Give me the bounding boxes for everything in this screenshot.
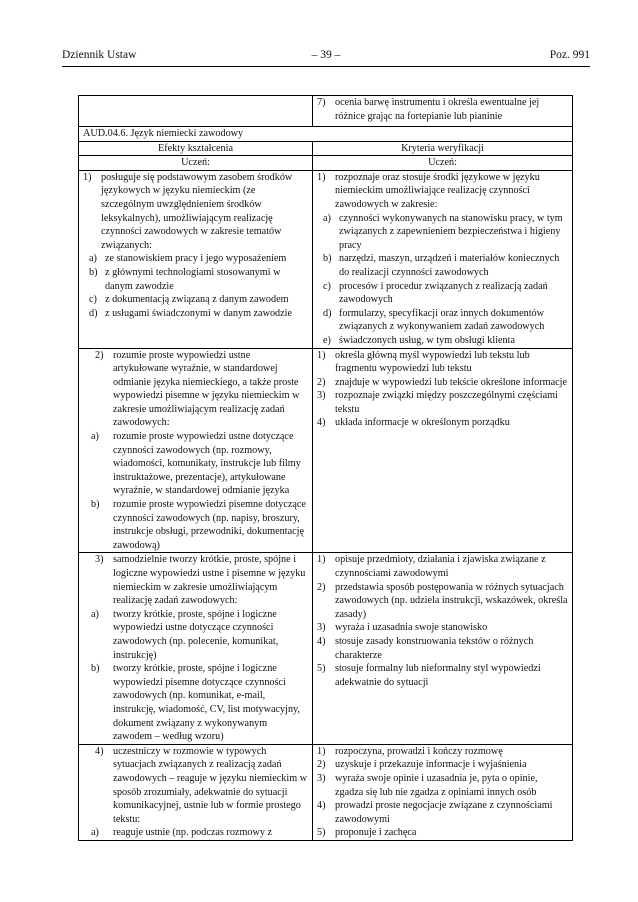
page-number: – 39 –: [311, 49, 341, 61]
item-number: 4): [317, 635, 326, 647]
sub-number: e): [323, 334, 331, 346]
column-subheader-row: [79, 156, 573, 171]
sub-text: z dokumentacją związaną z danym zawodem: [105, 294, 289, 306]
item-number: 4): [317, 800, 326, 812]
sub-item: [317, 212, 568, 253]
sub-text: procesów i procedur związanych z realizacją zadań zawodowych: [339, 280, 548, 306]
sub-number: c): [323, 280, 331, 292]
list-item: [317, 799, 568, 826]
item-number: 1): [317, 171, 326, 183]
table-row: [79, 553, 573, 744]
list-item: [317, 745, 568, 759]
sub-item: [83, 826, 308, 840]
item-text: znajduje w wypowiedzi lub tekście określone informacje: [335, 376, 567, 388]
sub-item: [83, 266, 308, 293]
sub-text: czynności wykonywanych na stanowisku pracy, w tym związanych z zapewnieniem bezpieczeństwa i higieny pracy: [339, 212, 563, 251]
item-text: wyraża i uzasadnia swoje stanowisko: [335, 622, 488, 634]
item-number: 2): [317, 581, 326, 593]
item-number: 3): [317, 390, 326, 402]
sub-number: c): [89, 294, 97, 306]
item-number: 4): [317, 417, 326, 429]
sub-item: [317, 280, 568, 307]
column-header-row: [79, 141, 573, 156]
list-item: [83, 553, 308, 607]
list-item: [83, 349, 308, 431]
sub-item: [83, 252, 308, 266]
item-text: prowadzi proste negocjacje związane z czynnościami zawodowymi: [335, 800, 553, 825]
list-item: [317, 171, 568, 212]
item-number: 3): [317, 772, 326, 784]
list-item: [83, 171, 308, 253]
sub-item: [317, 252, 568, 279]
journal-name: Dziennik Ustaw: [62, 49, 137, 61]
item-number: 2): [95, 349, 104, 361]
item-text: stosuje zasady konstruowania tekstów o różnych charakterze: [335, 635, 534, 661]
criteria-cell: [313, 553, 573, 744]
effects-cell: [79, 170, 313, 348]
sub-item: [317, 334, 568, 348]
item-text: samodzielnie tworzy krótkie, proste, spójne i logiczne wypowiedzi ustne i pisemne w języku niemieckim w zakresie umożliwiającym realizację zadań zawodowych:: [113, 554, 306, 607]
item-text: ocenia barwę instrumentu i określa ewentualne jej różnice grając na fortepianie lub pianinie: [335, 97, 540, 122]
list-item: [317, 96, 568, 123]
sub-text: tworzy krótkie, proste, spójne i logiczne wypowiedzi ustne dotyczące czynności zawodowych (np. polecenie, komunikat, instrukcję): [113, 608, 279, 661]
sub-text: rozumie proste wypowiedzi pisemne dotyczące czynności zawodowych (np. napisy, broszury, instrukcje obsługi, przewodniki, dokumentację zawodową): [113, 499, 306, 551]
item-text: posługuje się podstawowym zasobem środków językowych w języku niemieckim (ze szczególnym uwzględnieniem środków leksykalnych), umożliwiającym realizację czynności zawodowych w zakresie tematów związanych:: [101, 171, 293, 251]
sub-text: rozumie proste wypowiedzi ustne dotyczące czynności zawodowych (np. rozmowy, wiadomości, komunikaty, instrukcje lub filmy instruktażowe, prezentacje), artykułowane wyraźnie, w standardowej odmianie języka: [113, 431, 301, 497]
effects-cell: [79, 744, 313, 840]
list-item: [83, 745, 308, 827]
sub-number: a): [91, 431, 99, 443]
item-text: rozpoczyna, prowadzi i kończy rozmowę: [335, 745, 503, 757]
sub-number: b): [323, 253, 332, 265]
list-item: [317, 772, 568, 799]
criteria-cell: [313, 744, 573, 840]
sub-text: tworzy krótkie, proste, spójne i logiczne wypowiedzi pisemne dotyczące czynności zawodowych (np. komunikat, e-mail, instrukcję, wiadomość, CV, list motywacyjny, dokument związany z wykonywanym zawodem – według wzoru): [113, 663, 301, 743]
sub-number: a): [91, 608, 99, 620]
sub-text: ze stanowiskiem pracy i jego wyposażeniem: [105, 253, 287, 265]
item-text: wyraża swoje opinie i uzasadnia je, pyta o opinie, zgadza się lub nie zgadza z opiniami innych osób: [335, 772, 538, 798]
sub-item: [83, 430, 308, 498]
list-item: [317, 662, 568, 689]
list-item: [317, 758, 568, 772]
item-number: 1): [317, 349, 326, 361]
list-item: [317, 635, 568, 662]
item-number: 1): [317, 554, 326, 566]
list-item: [317, 621, 568, 635]
sub-item: [83, 608, 308, 662]
effects-cell: [79, 348, 313, 553]
item-text: rozumie proste wypowiedzi ustne artykułowane wyraźnie, w standardowej odmianie języka niemieckiego, a także proste wypowiedzi pisemne w języku niemieckim w zakresie umożliwiającym realizację zadań zawodowych:: [113, 349, 300, 429]
sub-text: reaguje ustnie (np. podczas rozmowy z: [113, 827, 272, 839]
sub-item: [83, 307, 308, 321]
table-row: [79, 744, 573, 840]
sub-number: d): [323, 307, 332, 319]
item-text: uzyskuje i przekazuje informacje i wyjaśnienia: [335, 759, 527, 771]
sub-number: b): [89, 266, 98, 278]
sub-number: a): [323, 212, 331, 224]
list-item: [317, 581, 568, 622]
curriculum-table: [78, 95, 573, 841]
list-item: [317, 553, 568, 580]
col-subheader-effects: Uczeń:: [79, 156, 313, 171]
sub-text: narzędzi, maszyn, urządzeń i materiałów koniecznych do realizacji czynności zawodowych: [339, 253, 560, 278]
sub-number: a): [89, 253, 97, 265]
criteria-cell: [313, 348, 573, 553]
sub-number: b): [91, 663, 100, 675]
item-text: rozpoznaje związki między poszczególnymi częściami tekstu: [335, 390, 558, 415]
section-title-row: [79, 127, 573, 142]
page-header: [62, 49, 590, 65]
item-text: przedstawia sposób postępowania w różnych sytuacjach zawodowych (np. udziela instrukcji, wskazówek, określa zasady): [335, 581, 568, 620]
item-number: 4): [95, 745, 104, 757]
sub-text: z usługami świadczonymi w danym zawodzie: [105, 307, 293, 319]
item-text: układa informacje w określonym porządku: [335, 417, 510, 429]
sub-number: a): [91, 827, 99, 839]
sub-text: z głównymi technologiami stosowanymi w danym zawodzie: [105, 266, 281, 292]
item-number: 5): [317, 663, 326, 675]
sub-item: [83, 498, 308, 552]
sub-item: [83, 293, 308, 307]
item-text: rozpoznaje oraz stosuje środki językowe w języku niemieckim umożliwiające realizację czynności zawodowych w zakresie:: [335, 171, 540, 210]
table-row: [79, 348, 573, 553]
list-item: [317, 349, 568, 376]
item-number: 1): [83, 171, 92, 183]
item-text: proponuje i zachęca: [335, 827, 417, 839]
item-text: określa główną myśl wypowiedzi lub tekstu lub fragmentu wypowiedzi lub tekstu: [335, 349, 530, 375]
item-text: stosuje formalny lub nieformalny styl wypowiedzi adekwatnie do sytuacji: [335, 663, 541, 688]
table-row: [79, 96, 573, 127]
list-item: [317, 389, 568, 416]
sub-text: formularzy, specyfikacji oraz innych dokumentów związanych z wykonywaniem zadań zawodowych: [339, 307, 545, 333]
section-title: AUD.04.6. Język niemiecki zawodowy: [79, 127, 573, 142]
criteria-cell: [313, 96, 573, 127]
item-number: 3): [95, 554, 104, 566]
list-item: [317, 416, 568, 430]
position-number: Poz. 991: [549, 49, 590, 61]
item-number: 2): [317, 759, 326, 771]
header-rule: [62, 66, 590, 67]
empty-cell: [79, 96, 313, 127]
item-number: 3): [317, 622, 326, 634]
sub-text: świadczonych usług, w tym obsługi klienta: [339, 334, 515, 346]
item-number: 5): [317, 827, 326, 839]
col-subheader-criteria: Uczeń:: [313, 156, 573, 171]
item-number: 2): [317, 376, 326, 388]
item-number: 7): [317, 97, 326, 108]
sub-number: d): [89, 307, 98, 319]
col-header-effects: Efekty kształcenia: [79, 141, 313, 156]
sub-item: [317, 307, 568, 334]
effects-cell: [79, 553, 313, 744]
list-item: [317, 826, 568, 840]
sub-item: [83, 662, 308, 744]
item-number: 1): [317, 745, 326, 757]
item-text: uczestniczy w rozmowie w typowych sytuacjach związanych z realizacją zadań zawodowych – reaguje w języku niemieckim w sposób zrozumiały, adekwatnie do sytuacji komunikacyjnej, ustnie lub w formie prostego tekstu:: [113, 745, 308, 825]
item-text: opisuje przedmioty, działania i zjawiska związane z czynnościami zawodowymi: [335, 554, 546, 579]
criteria-cell: [313, 170, 573, 348]
sub-number: b): [91, 499, 100, 511]
col-header-criteria: Kryteria weryfikacji: [313, 141, 573, 156]
table-row: [79, 170, 573, 348]
list-item: [317, 376, 568, 390]
